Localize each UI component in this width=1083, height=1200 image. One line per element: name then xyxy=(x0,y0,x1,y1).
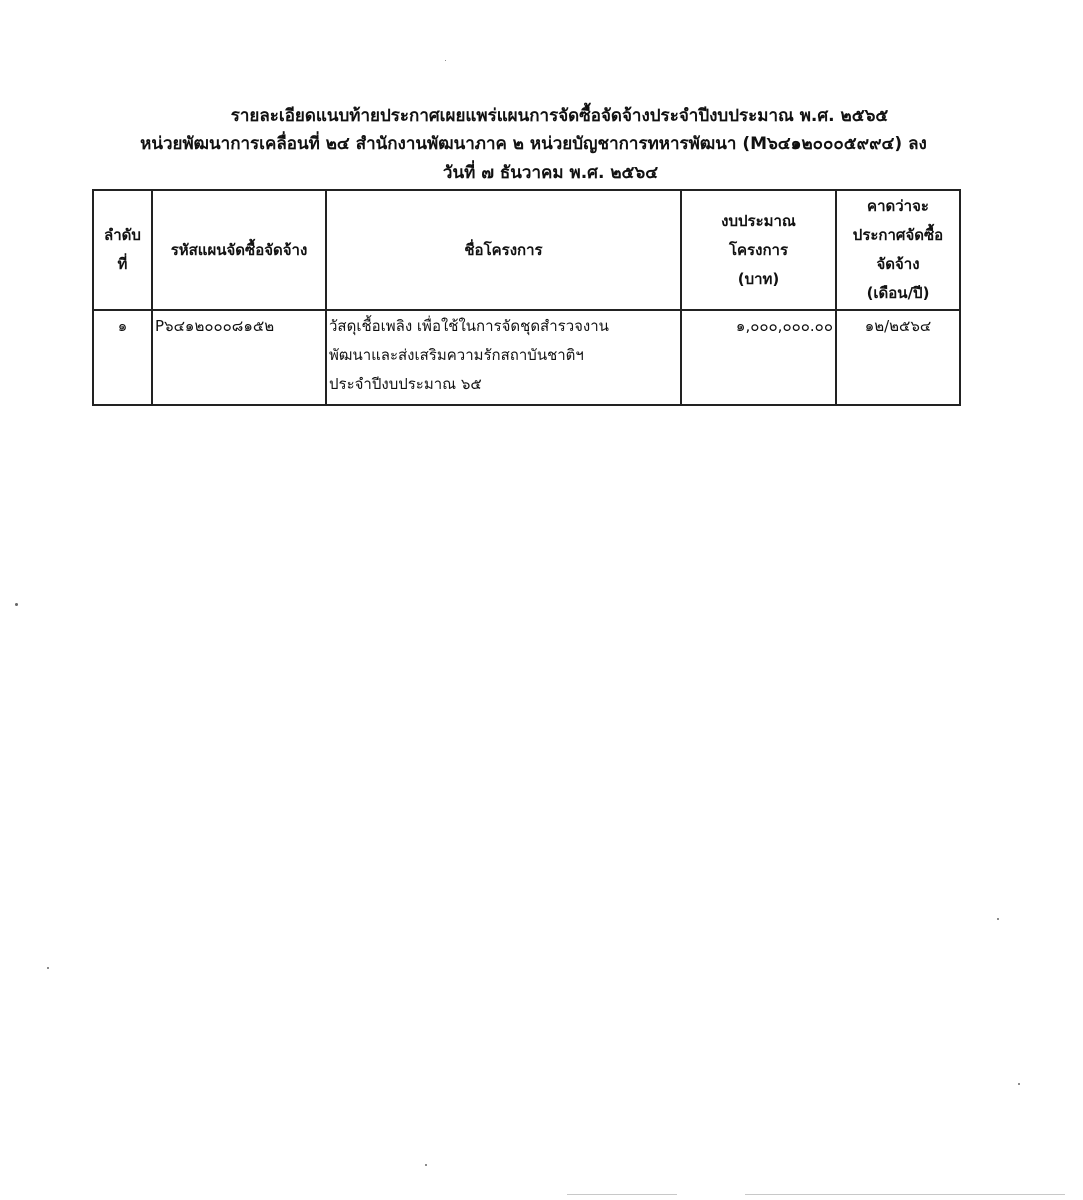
header-project-name: ชื่อโครงการ xyxy=(326,190,681,310)
cell-expected-month: ๑๒/๒๕๖๔ xyxy=(836,310,960,405)
scan-line xyxy=(567,1194,677,1195)
document-title-line-2: หน่วยพัฒนาการเคลื่อนที่ ๒๔ สำนักงานพัฒนาภาค ๒ หน่วยบัญชาการทหารพัฒนา (M๖๔๑๒๐๐๐๕๙๙๔) ลง xyxy=(140,134,927,154)
scan-line xyxy=(745,1194,1065,1195)
table-header-row xyxy=(93,190,960,310)
table-row xyxy=(93,310,960,405)
scan-speck xyxy=(15,603,18,606)
cell-project-name: วัสดุเชื้อเพลิง เพื่อใช้ในการจัดชุดสำรวจงาน พัฒนาและส่งเสริมความรักสถาบันชาติฯ ประจำปีงบประมาณ ๖๕ xyxy=(326,310,681,405)
document-title-line-1: รายละเอียดแนบท้ายประกาศเผยแพร่แผนการจัดซื้อจัดจ้างประจำปีงบประมาณ พ.ศ. ๒๕๖๕ xyxy=(230,106,889,126)
header-plan-code: รหัสแผนจัดซื้อจัดจ้าง xyxy=(152,190,326,310)
scan-speck xyxy=(1018,1083,1020,1085)
scan-speck xyxy=(997,918,999,920)
scan-speck xyxy=(47,967,49,969)
procurement-plan-table xyxy=(92,189,961,406)
document-title-line-3: วันที่ ๗ ธันวาคม พ.ศ. ๒๕๖๔ xyxy=(442,163,659,183)
scan-speck xyxy=(425,1164,427,1166)
scan-speck xyxy=(445,60,446,61)
cell-sequence-number: ๑ xyxy=(93,310,152,405)
header-sequence-number: ลำดับ ที่ xyxy=(93,190,152,310)
header-expected-month: คาดว่าจะ ประกาศจัดซื้อ จัดจ้าง (เดือน/ปี) xyxy=(836,190,960,310)
header-budget: งบประมาณ โครงการ (บาท) xyxy=(681,190,836,310)
cell-budget: ๑,๐๐๐,๐๐๐.๐๐ xyxy=(681,310,836,405)
cell-plan-code: P๖๔๑๒๐๐๐๘๑๕๒ xyxy=(152,310,326,405)
